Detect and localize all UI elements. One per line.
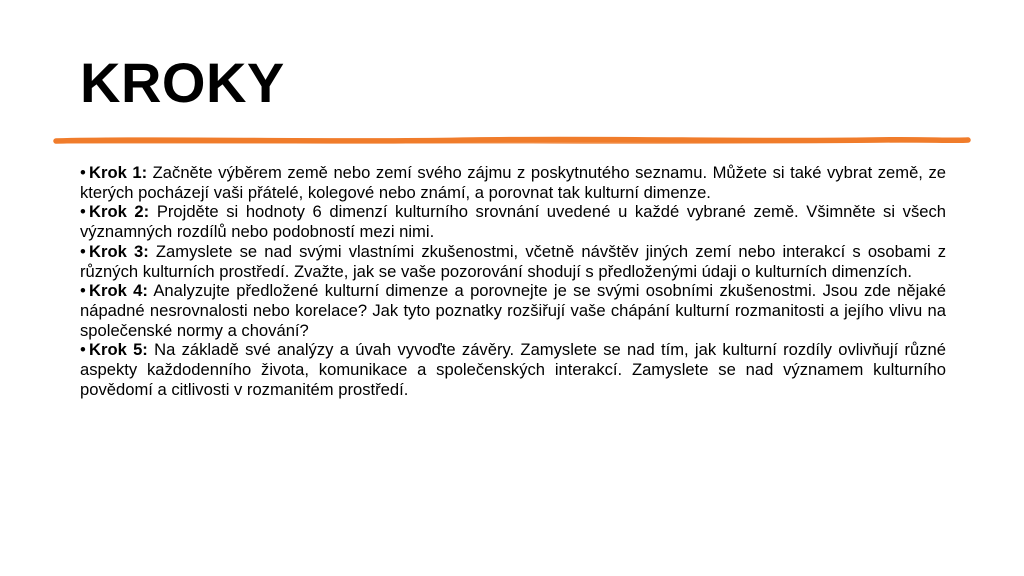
step-text: Projděte si hodnoty 6 dimenzí kulturního srovnání uvedené u každé vybrané země. Všimněte si všech významných rozdílů nebo podobností mezi nimi. bbox=[80, 202, 946, 242]
step-label: Krok 2: bbox=[89, 202, 150, 222]
step-text: Analyzujte předložené kulturní dimenze a porovnejte je se svými osobními zkušenostmi. Jsou zde nějaké nápadné nesrovnalosti nebo korelace? Jak tyto poznatky rozšiřují vaše chápání kulturní rozmanitosti a jejího vlivu na společenské normy a chování? bbox=[80, 281, 947, 340]
brushstroke-path-inner bbox=[66, 141, 962, 142]
bullet-marker: • bbox=[80, 340, 86, 360]
step-item bbox=[80, 242, 946, 281]
bullet-marker: • bbox=[80, 163, 86, 182]
step-item bbox=[80, 163, 946, 202]
step-text: Začněte výběrem země nebo zemí svého zájmu z poskytnutého seznamu. Můžete si také vybrat země, ze kterých pocházejí vaši přátelé, kolegové nebo známí, a porovnat tak kulturní dimenze. bbox=[80, 163, 946, 202]
bullet-marker: • bbox=[80, 281, 86, 301]
step-label: Krok 4: bbox=[89, 281, 148, 301]
slide-title: KROKY bbox=[80, 51, 285, 114]
bullet-marker: • bbox=[80, 241, 86, 261]
title-underline-brushstroke bbox=[52, 133, 972, 149]
step-item bbox=[80, 340, 946, 399]
bullet-marker: • bbox=[80, 202, 86, 222]
step-item bbox=[80, 281, 946, 340]
step-item bbox=[80, 202, 946, 241]
step-label: Krok 3: bbox=[89, 241, 149, 261]
step-label: Krok 5: bbox=[89, 340, 148, 360]
steps-list bbox=[80, 163, 946, 399]
step-text: Zamyslete se nad svými vlastními zkušenostmi, včetně návštěv jiných zemí nebo interakcí s osobami z různých kulturních prostředí. Zvažte, jak se vaše pozorování shodují s předloženými údaji o kulturních dimenzích. bbox=[80, 241, 946, 281]
step-label: Krok 1: bbox=[89, 163, 148, 182]
step-text: Na základě své analýzy a úvah vyvoďte závěry. Zamyslete se nad tím, jak kulturní rozdíly ovlivňují různé aspekty každodenního života, komunikace a společenských interakcí. Zamyslete se nad významem kulturního povědomí a citlivosti v rozmanitém prostředí. bbox=[80, 340, 946, 399]
